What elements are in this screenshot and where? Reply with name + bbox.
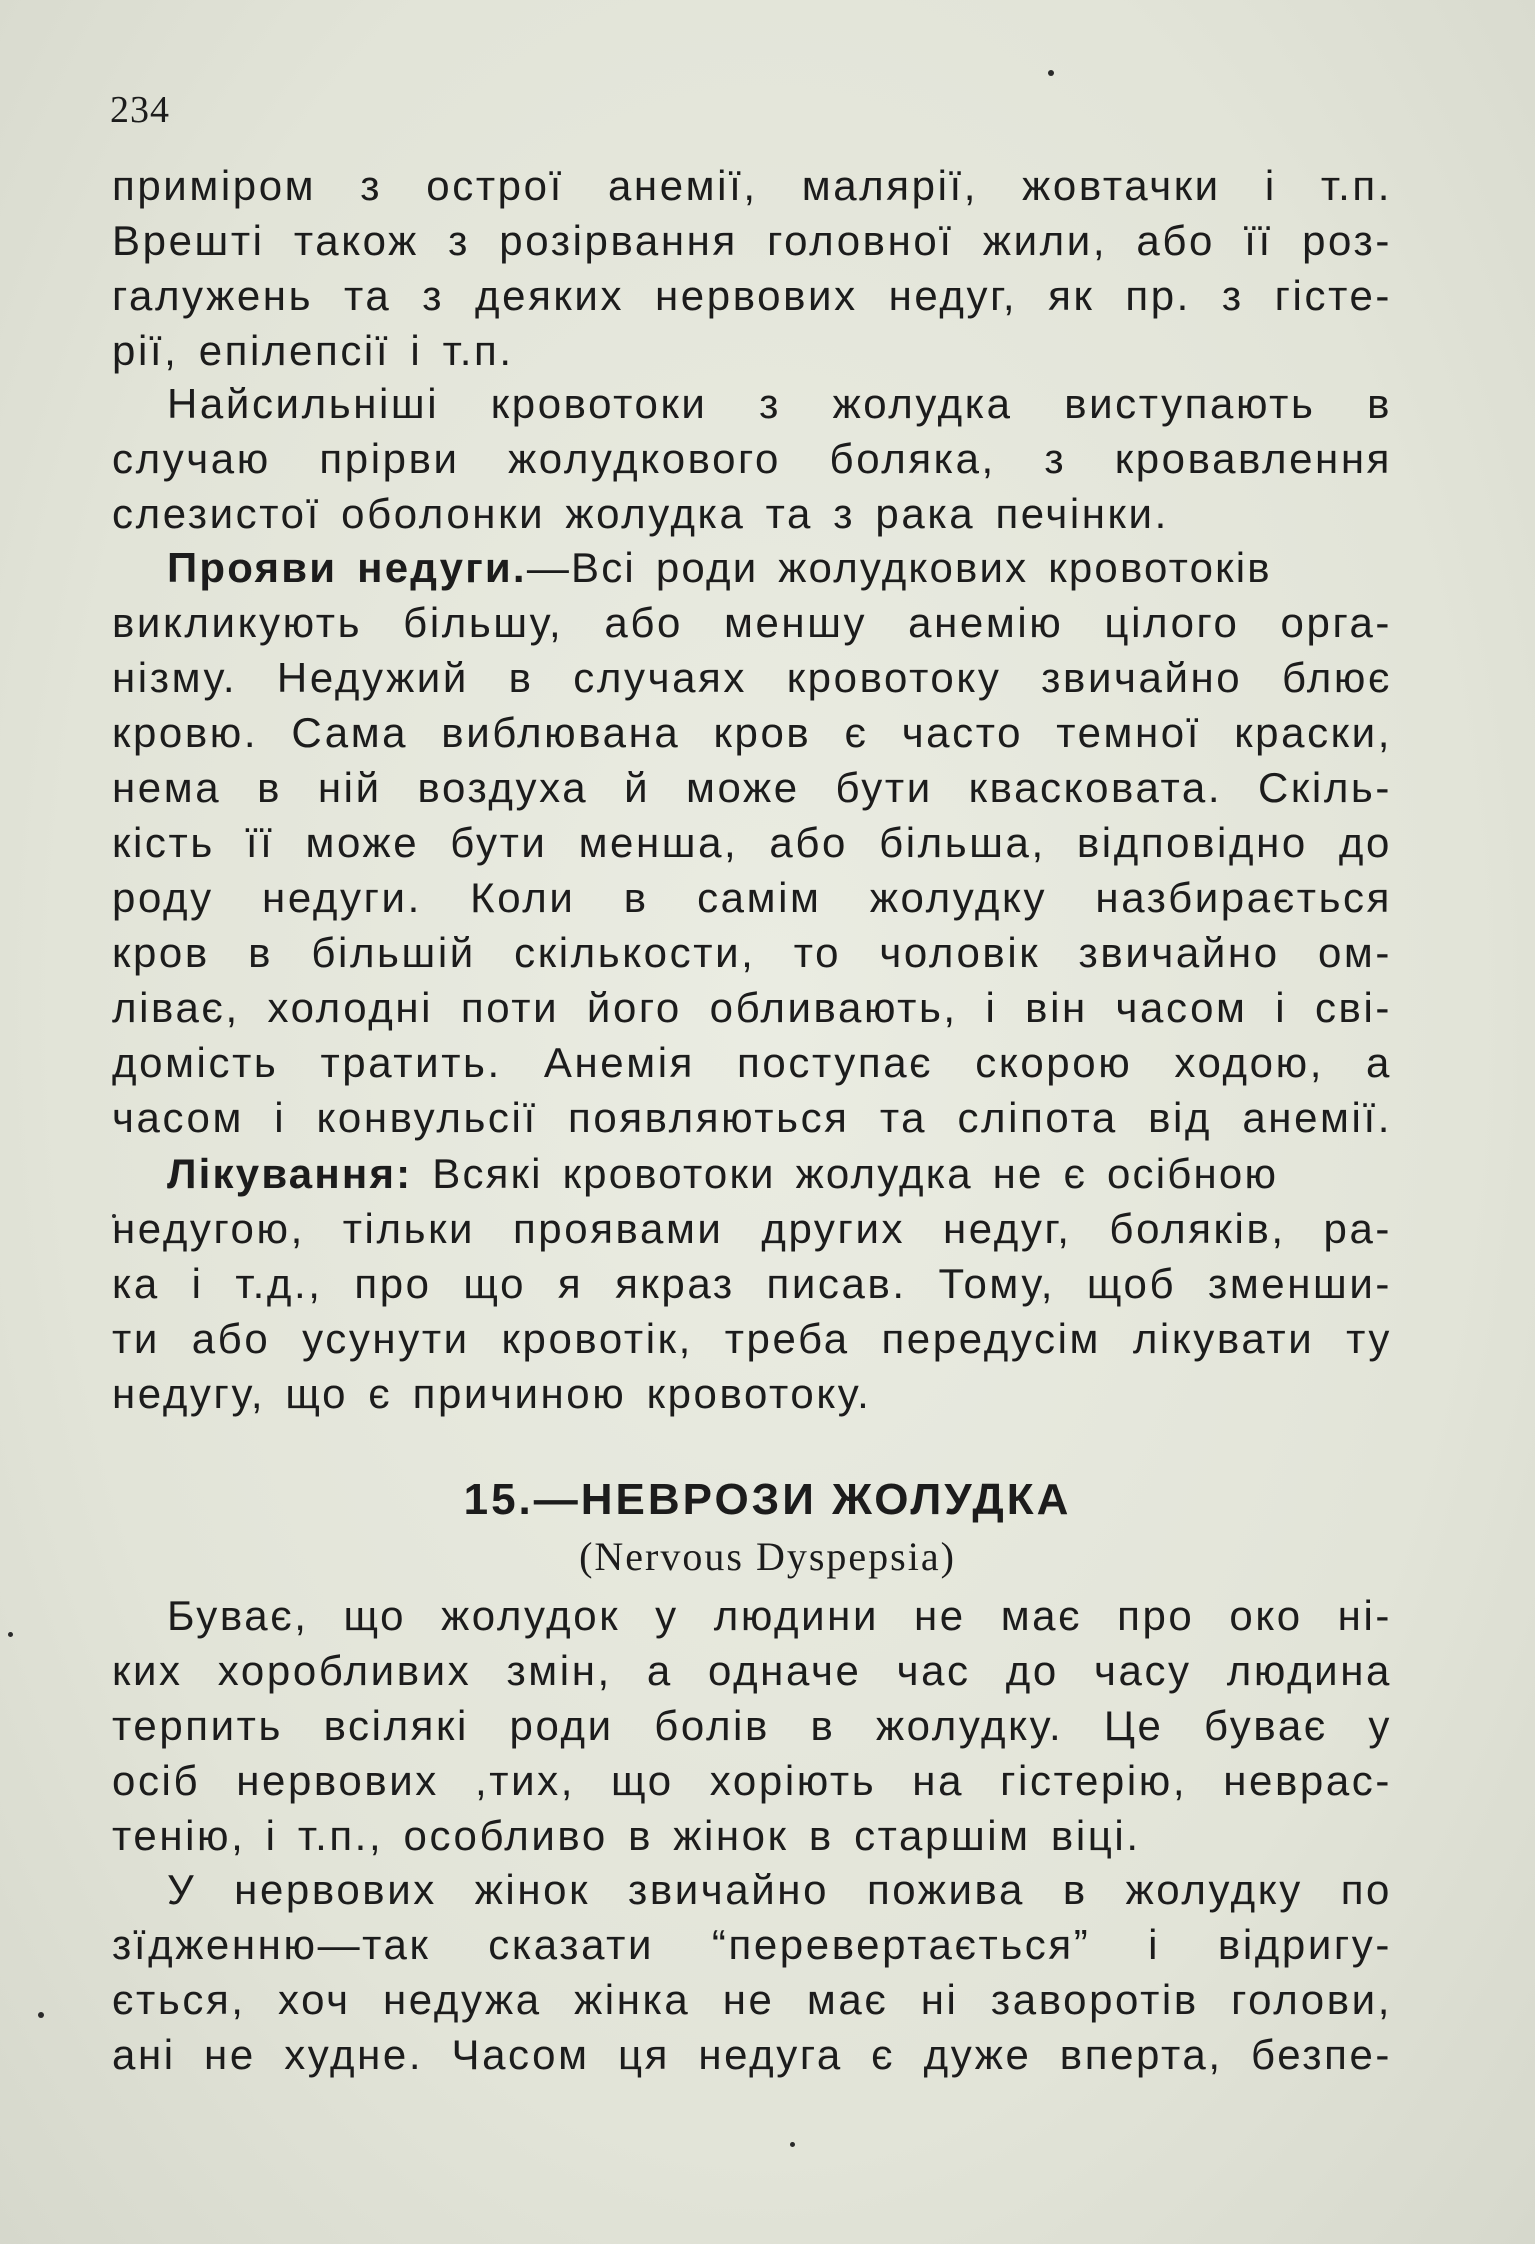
text-line: случаю прірви жолудкового боляка, з кровавлення: [112, 435, 1392, 482]
text-line: ється, хоч недужа жінка не має ні заворотів голови,: [112, 1976, 1392, 2023]
text-line: ка і т.д., про що я якраз писав. Тому, щоб зменши-: [112, 1260, 1392, 1307]
text-line: недугою, тільки проявами других недуг, боляків, ра-: [112, 1205, 1392, 1252]
text-line: рії, епілепсії і т.п.: [112, 327, 514, 374]
text-line: осіб нервових ,тих, що хоріють на гістерію, неврас-: [112, 1757, 1392, 1804]
treatment-first-line: Всякі кровотоки жолудка не є осібною: [412, 1150, 1279, 1197]
text-line: ти або усунути кровотік, треба передусім лікувати ту: [112, 1315, 1392, 1362]
text-line: Врешті також з розірвання головної жили, або її роз-: [112, 217, 1392, 264]
page-number: 234: [110, 89, 170, 131]
text-line: домість тратить. Анемія поступає скорою ходою, а: [112, 1039, 1392, 1086]
text-line: приміром з острої анемії, малярії, жовтачки і т.п.: [112, 162, 1392, 209]
text-line: галужень та з деяких нервових недуг, як пр. з гісте-: [112, 272, 1392, 319]
text-line: часом і конвульсії появляються та сліпота від анемії.: [112, 1094, 1392, 1141]
text-line: викликують більшу, або меншу анемію цілого орга-: [112, 599, 1392, 646]
text-line: кість її може бути менша, або більша, відповідно до: [112, 819, 1392, 866]
text-line: слезистої оболонки жолудка та з рака печінки.: [112, 490, 1169, 537]
print-speck: [1048, 70, 1054, 76]
text-line: терпить всілякі роди болів в жолудку. Це буває у: [112, 1702, 1392, 1749]
paragraph-strongest-bleeding: [112, 376, 1392, 541]
text-line: ані не худне. Часом ця недуга є дуже вперта, безпе-: [112, 2031, 1392, 2078]
print-speck: [790, 2142, 795, 2147]
text-line: кров в більшій скількости, то чоловік звичайно ом-: [112, 929, 1392, 976]
paragraph-causes-continued: [112, 158, 1392, 378]
text-line: Буває, що жолудок у людини не має про око ні-: [167, 1592, 1392, 1639]
symptoms-heading: Прояви недуги.: [167, 544, 527, 591]
text-line: [112, 540, 1392, 595]
text-line: недугу, що є причиною кровотоку.: [112, 1370, 872, 1417]
text-line: нізму. Недужий в случаях кровотоку звичайно блює: [112, 654, 1392, 701]
print-speck: [8, 1632, 13, 1637]
print-speck: [38, 2012, 44, 2018]
text-line: роду недуги. Коли в самім жолудку назбирається: [112, 874, 1392, 921]
text-line: нема в ній воздуха й може бути квасковата. Скіль-: [112, 764, 1392, 811]
paragraph-symptoms: [112, 540, 1392, 1145]
text-line: ліває, холодні поти його обливають, і він часом і сві-: [112, 984, 1392, 1031]
text-line: Найсильніші кровотоки з жолудка виступають в: [167, 380, 1392, 427]
section-title: 15.—НЕВРОЗИ ЖОЛУДКА: [463, 1475, 1072, 1524]
text-line: ких хоробливих змін, а одначе час до часу людина: [112, 1647, 1392, 1694]
symptoms-first-line: —Всі роди жолудкових кровотоків: [526, 544, 1272, 591]
text-line: зїдженню—так сказати “перевертається” і відригу-: [112, 1921, 1392, 1968]
paragraph-neurosis-intro: [112, 1588, 1392, 1863]
text-line: У нервових жінок звичайно пожива в жолудку по: [167, 1866, 1392, 1913]
paragraph-treatment: [112, 1146, 1392, 1421]
section-subtitle: (Nervous Dyspepsia): [579, 1534, 956, 1579]
text-line: [112, 1146, 1392, 1201]
text-line: кровю. Сама виблювана кров є часто темної краски,: [112, 709, 1392, 756]
text-line: тенію, і т.п., особливо в жінок в старшім віці.: [112, 1812, 1141, 1859]
treatment-heading: Лікування:: [167, 1150, 413, 1197]
paragraph-nervous-women: [112, 1862, 1392, 2082]
